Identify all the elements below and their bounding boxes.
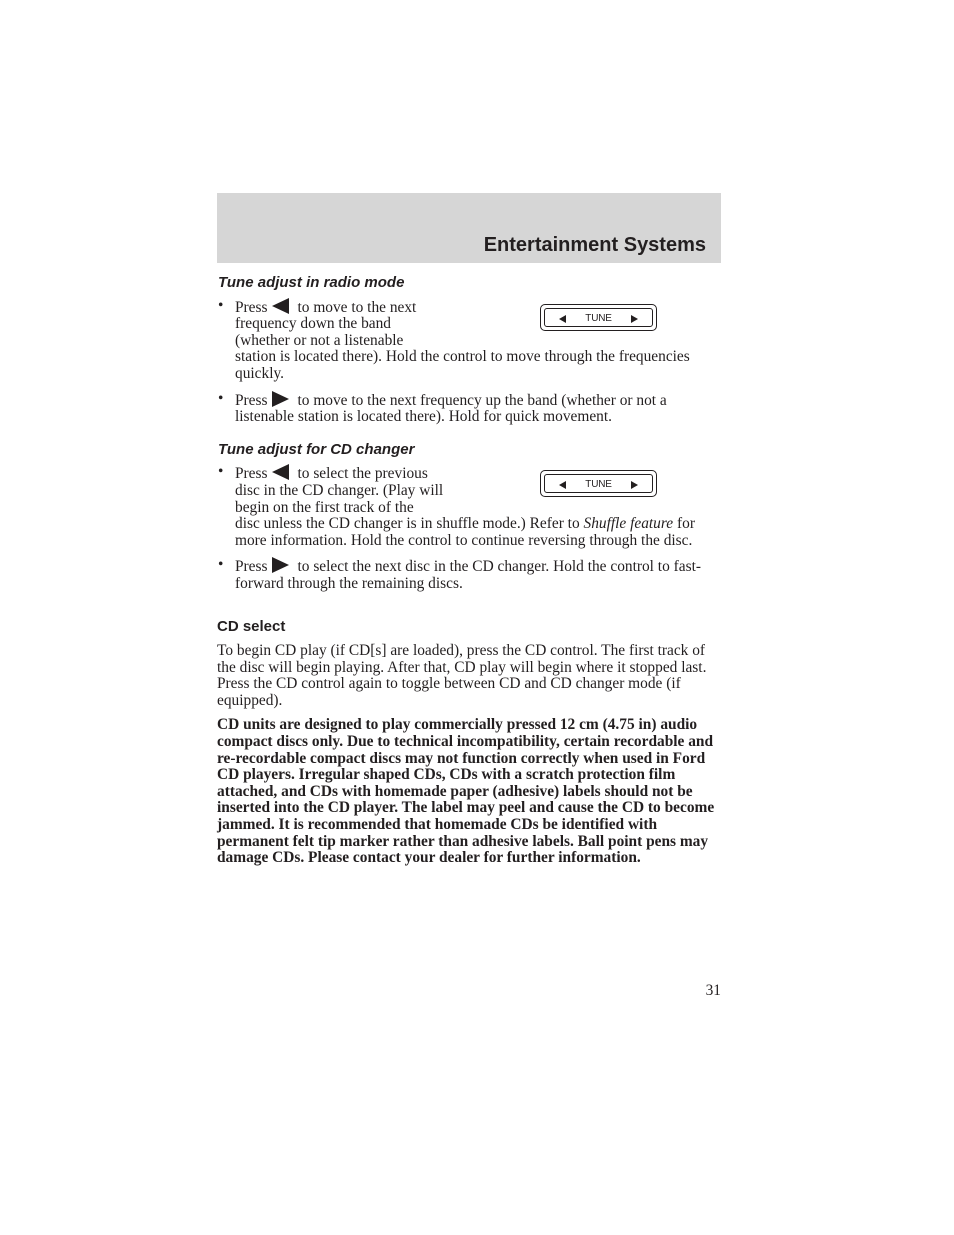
press-text: Press <box>235 391 268 409</box>
press-text: Press <box>235 298 268 316</box>
bullet-text: begin on the first track of the <box>235 498 414 516</box>
cd-warning-paragraph: CD units are designed to play commercially pressed 12 cm (4.75 in) audio compact discs only. Due to technical incompatibility, certain recordable and re-recordable compact discs may not function correctly when used in Ford CD players. Irregular shaped CDs, CDs with a scratch protection film attached, and CDs with homemade paper (adhesive) labels should not be inserted into the CD player. The label may peel and cause the CD to become jammed. It is recommended that homemade CDs be identified with permanent felt tip marker rather than adhesive labels. Ball point pens may damage CDs. Please contact your dealer for further information. <box>217 716 715 867</box>
tune-label: TUNE <box>585 479 612 490</box>
list-item <box>217 298 721 383</box>
seek-right-icon <box>272 557 289 573</box>
shuffle-feature-reference: Shuffle feature <box>583 515 674 533</box>
page-content <box>217 275 721 867</box>
bullet-text: (whether or not a listenable <box>235 331 404 349</box>
bullet-text: disc in the CD changer. (Play will <box>235 481 444 499</box>
radio-tune-heading: Tune adjust in radio mode <box>218 274 405 291</box>
cd-changer-tune-heading: Tune adjust for CD changer <box>218 440 415 458</box>
page-title: Entertainment Systems <box>483 234 706 256</box>
bullet-text: to select the next disc in the CD changer. Hold the control to fast-forward through the remaining discs. <box>235 558 701 592</box>
bullet-text: to select the previous <box>297 465 428 483</box>
bullet-text: disc unless the CD changer is in shuffle mode.) Refer to <box>235 515 580 533</box>
tune-label: TUNE <box>585 313 612 324</box>
list-item <box>217 391 721 426</box>
seek-right-icon <box>272 391 289 407</box>
section-header-band <box>217 193 721 263</box>
cd-select-paragraph: To begin CD play (if CD[s] are loaded), press the CD control. The first track of the disc will begin playing. After that, CD play will begin where it stopped last. Press the CD control again to toggle between CD and CD changer mode (if equipped). <box>217 642 707 709</box>
bullet-dot: • <box>218 389 224 407</box>
bullet-dot: • <box>218 296 224 314</box>
seek-left-icon <box>272 464 289 480</box>
seek-left-icon <box>272 298 289 314</box>
bullet-text: to move to the next <box>297 298 417 316</box>
cd-select-heading: CD select <box>217 617 286 635</box>
bullet-text: for more information. Hold the control to continue reversing through the disc. <box>235 515 695 549</box>
list-item <box>217 557 721 592</box>
bullet-text: station is located there). Hold the control to move through the frequencies quickly. <box>235 348 690 382</box>
press-text: Press <box>235 558 268 576</box>
page-number: 31 <box>705 982 721 999</box>
bullet-text: frequency down the band <box>235 315 391 333</box>
list-item <box>217 464 721 549</box>
press-text: Press <box>235 465 268 483</box>
bullet-dot: • <box>218 556 224 574</box>
bullet-text: to move to the next frequency up the band (whether or not a listenable station is located there). Hold for quick movement. <box>235 391 667 426</box>
bullet-dot: • <box>218 463 224 481</box>
